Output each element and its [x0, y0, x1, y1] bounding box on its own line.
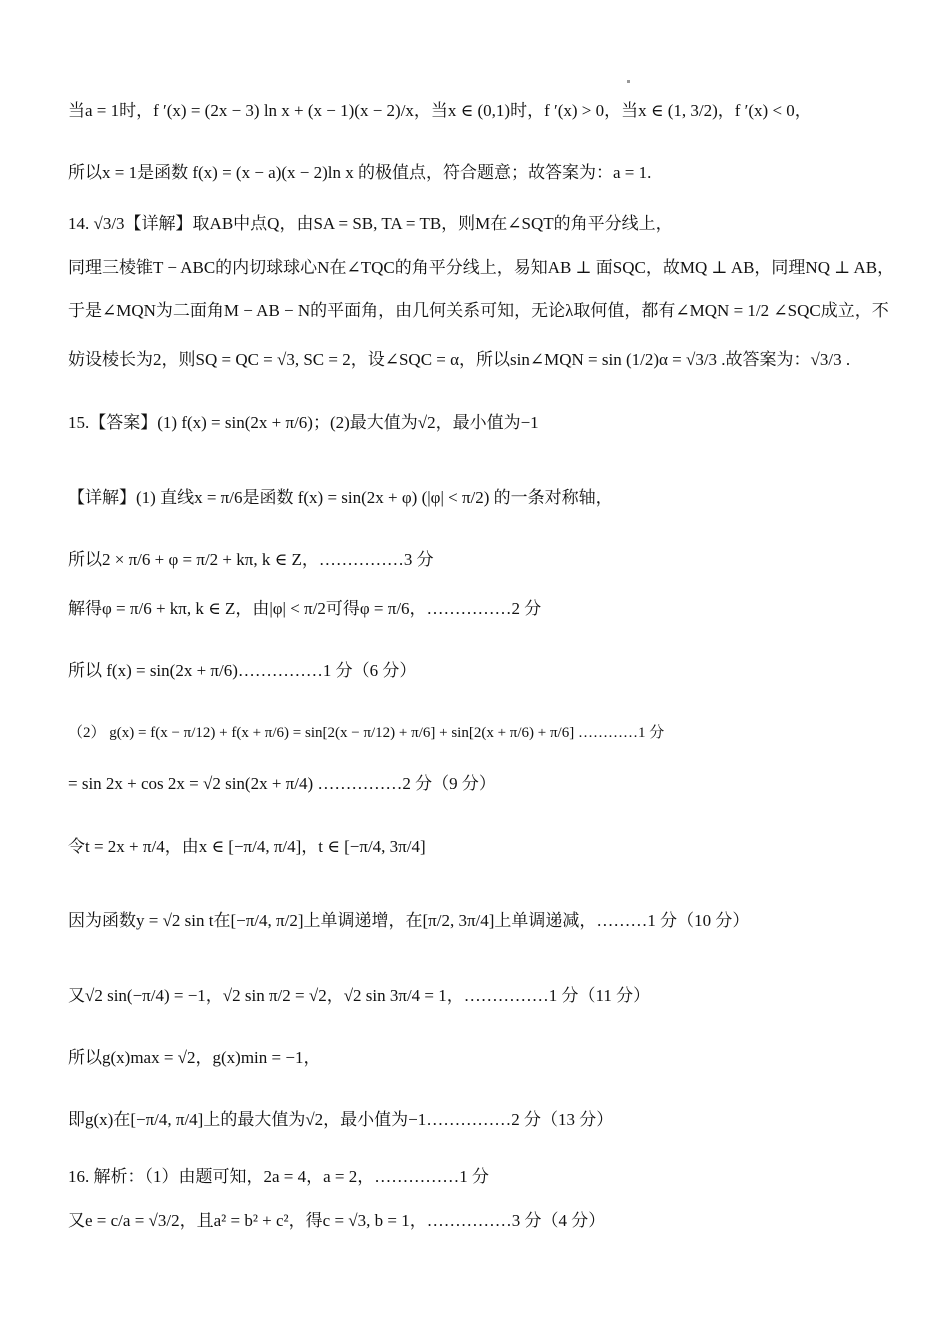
solution-line-8: 【详解】(1) 直线x = π/6是函数 f(x) = sin(2x + φ) (|φ| < π/2) 的一条对称轴，: [68, 488, 613, 507]
solution-line-13: = sin 2x + cos 2x = √2 sin(2x + π/4) ……………2 分（9 分）: [68, 774, 496, 793]
solution-line-2: 所以x = 1是函数 f(x) = (x − a)(x − 2)ln x 的极值点，符合题意；故答案为：a = 1.: [68, 163, 652, 182]
solution-line-11: 所以 f(x) = sin(2x + π/6)……………1 分（6 分）: [68, 661, 417, 680]
solution-line-16: 又√2 sin(−π/4) = −1，√2 sin π/2 = √2，√2 sin 3π/4 = 1，……………1 分（11 分）: [68, 986, 651, 1005]
solution-line-12: （2） g(x) = f(x − π/12) + f(x + π/6) = sin[2(x − π/12) + π/6] + sin[2(x + π/6) + π/6] …………1 分: [68, 725, 665, 741]
solution-line-18: 即g(x)在[−π/4, π/4]上的最大值为√2，最小值为−1……………2 分（13 分）: [68, 1110, 614, 1129]
solution-line-3: 14. √3/3【详解】取AB中点Q，由SA = SB, TA = TB，则M在∠SQT的角平分线上，: [68, 214, 673, 233]
solution-line-14: 令t = 2x + π/4，由x ∈ [−π/4, π/4]，t ∈ [−π/4, 3π/4]: [68, 837, 426, 856]
solution-line-10: 解得φ = π/6 + kπ, k ∈ Z，由|φ| < π/2可得φ = π/6，……………2 分: [68, 599, 542, 618]
solution-line-4: 同理三棱锥T − ABC的内切球球心N在∠TQC的角平分线上，易知AB ⊥ 面SQC，故MQ ⊥ AB，同理NQ ⊥ AB，: [68, 258, 895, 277]
solution-line-6: 妨设棱长为2，则SQ = QC = √3, SC = 2，设∠SQC = α，所以sin∠MQN = sin (1/2)α = √3/3 .故答案为：√3/3 .: [68, 350, 851, 369]
solution-line-15: 因为函数y = √2 sin t在[−π/4, π/2]上单调递增，在[π/2, 3π/4]上单调递减，………1 分（10 分）: [68, 911, 750, 930]
solution-line-19: 16. 解析：（1）由题可知，2a = 4，a = 2，……………1 分: [68, 1167, 490, 1186]
solution-line-1: 当a = 1时，f ′(x) = (2x − 3) ln x + (x − 1)(x − 2)/x，当x ∈ (0,1)时，f ′(x) > 0，当x ∈ (1, 3/2)，f ′(x) < 0，: [68, 101, 812, 120]
solution-line-7: 15.【答案】(1) f(x) = sin(2x + π/6)；(2)最大值为√2，最小值为−1: [68, 413, 539, 432]
scan-artifact-dot: [627, 80, 630, 83]
solution-line-20: 又e = c/a = √3/2，且a² = b² + c²，得c = √3, b = 1，……………3 分（4 分）: [68, 1211, 606, 1230]
solution-line-17: 所以g(x)max = √2，g(x)min = −1，: [68, 1048, 321, 1067]
solution-line-9: 所以2 × π/6 + φ = π/2 + kπ, k ∈ Z，……………3 分: [68, 550, 434, 569]
solution-line-5: 于是∠MQN为二面角M − AB − N的平面角，由几何关系可知，无论λ取何值，都有∠MQN = 1/2 ∠SQC成立，不: [68, 301, 889, 320]
